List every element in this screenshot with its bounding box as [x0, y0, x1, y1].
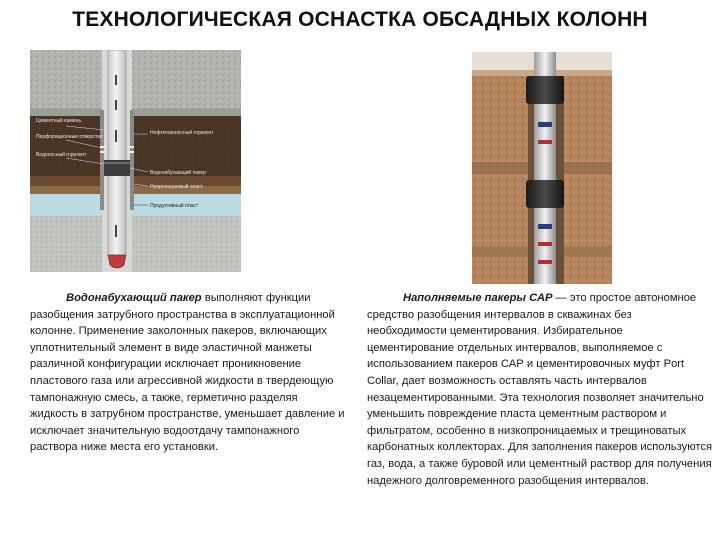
page-title: ТЕХНОЛОГИЧЕСКАЯ ОСНАСТКА ОБСАДНЫХ КОЛОНН	[72, 8, 648, 31]
label-aquifer: Водоносный горизонт	[36, 152, 87, 158]
swelling-packer-term: Водонабухающий пакер	[66, 292, 202, 304]
cap-packer-term: Наполняемые пакеры САР	[403, 292, 553, 304]
cap-packer-description	[367, 290, 712, 489]
swelling-packer-illustration	[30, 50, 241, 272]
cap-packer-illustration	[472, 52, 612, 284]
label-oil-gas-layer: Нефтегазоносный горизонт	[150, 130, 214, 136]
label-productive-layer: Продуктивный пласт	[150, 203, 199, 209]
label-perforations: Перфорационные отверстия	[36, 134, 103, 140]
label-packer: Водонабухающий пакер	[150, 170, 206, 176]
cap-packer-text: — это простое автономное средство разобщения интервалов в скважинах без необходимости цементирования. Избирательное цементирование отдельных интервалов, выполняемое с использованием пакеров САР и цементировочных муфт Port Collar, дает возможность оставлять часть интервалов незацементированными. Эта технология позволяет значительно уменьшить повреждение пласта цементным раствором и фильтратом, особенно в низкопроницаемых и трещиноватых карбонатных коллекторах. Для заполнения пакеров используются газ, вода, а также буровой или цементный раствор для получения надежного долговременного разобщения интервалов.	[367, 292, 713, 487]
label-impermeable-layer: Непроницаемый пласт	[150, 184, 204, 190]
swelling-packer-text: выполняют функции разобщения затрубного пространства в эксплуатационной колонне. Применение заколонных пакеров, включающих уплотнительный элемент в виде эластичной манжеты различной конфигурации исключает проникновение пластового газа или агрессивной жидкости в твердеющую тампонажную смесь, а также, герметично разделяя жидкость в затрубном пространстве, уменьшает давление и исключает значительную водоотдачу тампонажного раствора ниже места его установки.	[30, 292, 345, 454]
swelling-packer-description	[30, 290, 348, 456]
label-cement: Цементный камень	[36, 118, 81, 124]
